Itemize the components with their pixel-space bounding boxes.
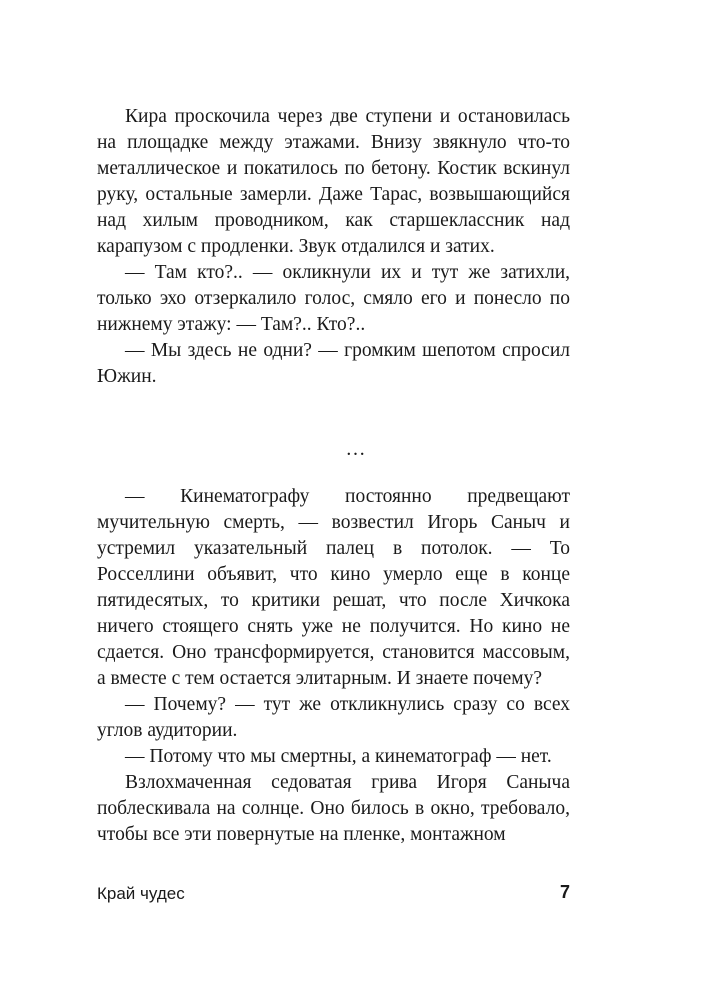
- paragraph: — Почему? — тут же откликнулись сразу со всех углов аудитории.: [97, 694, 570, 741]
- paragraph: — Там кто?.. — окликнули их и тут же затихли, только эхо отзеркалило голос, смяло его и понесло по нижнему этажу: — Там?.. Кто?..: [97, 262, 570, 335]
- text-section-2: [97, 484, 570, 848]
- paragraph: — Мы здесь не одни? — громким шепотом спросил Южин.: [97, 340, 570, 387]
- paragraph: Взлохмаченная седоватая грива Игоря Саныча поблескивала на солнце. Оно билось в окно, требовало, чтобы все эти повернутые на пленке, монтажном: [97, 772, 570, 845]
- paragraph: Кира проскочила через две ступени и остановилась на площадке между этажами. Внизу звякнуло что-то металлическое и покатилось по бетону. Костик вскинул руку, остальные замерли. Даже Тарас, возвышающийся над хилым проводником, как старшеклассник над карапузом с продленки. Звук отдалился и затих.: [97, 106, 570, 257]
- running-footer-title: Край чудес: [97, 884, 185, 903]
- paragraph: — Кинематографу постоянно предвещают мучительную смерть, — возвестил Игорь Саныч и устремил указательный палец в потолок. — То Росселлини объявит, что кино умерло еще в конце пятидесятых, то критики решат, что после Хичкока ничего стоящего снять уже не получится. Но кино не сдается. Оно трансформируется, становится массовым, а вместе с тем остается элитарным. И знаете почему?: [97, 486, 570, 689]
- page-number: 7: [559, 882, 570, 902]
- text-section-1: [97, 104, 570, 390]
- paragraph: — Потому что мы смертны, а кинематограф — нет.: [125, 746, 552, 767]
- section-separator: …: [345, 438, 367, 460]
